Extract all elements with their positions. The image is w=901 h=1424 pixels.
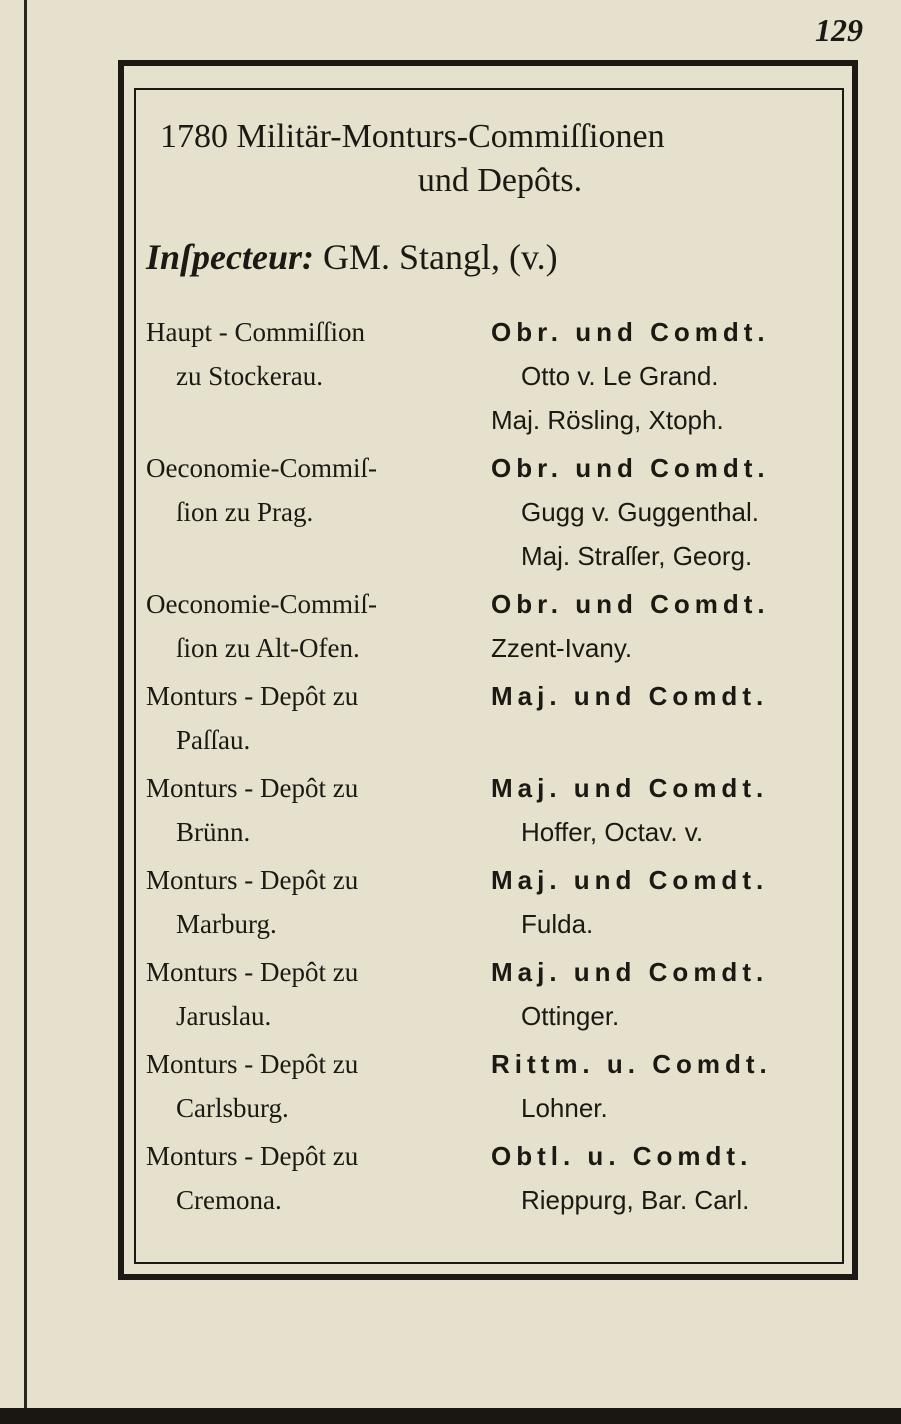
page-title-line-1: 1780 Militär-Monturs-Commiſſionen <box>160 118 665 155</box>
entry-place-line: Jaruslau. <box>176 1001 272 1031</box>
entry-place-line: Monturs - Depôt zu <box>146 681 359 711</box>
entry-place-line: Monturs - Depôt zu <box>146 957 359 987</box>
page-title-line-2: und Depôts. <box>417 162 583 199</box>
entry-place-line: Monturs - Depôt zu <box>146 1049 359 1079</box>
entry-rank: Maj. und Comdt. <box>491 681 769 711</box>
list-item <box>146 674 836 762</box>
entry-rank: Obr. und Comdt. <box>491 589 770 619</box>
entry-officer: Fulda. <box>521 909 594 939</box>
entry-place-line: Haupt - Commiſſion <box>146 317 365 347</box>
entry-officers <box>491 1134 836 1222</box>
entry-place <box>146 858 486 946</box>
entry-officer: Maj. Straſſer, Georg. <box>521 541 753 571</box>
entry-officer: Zzent-Ivany. <box>491 633 633 663</box>
entry-place-line: ſion zu Alt-Ofen. <box>176 633 360 663</box>
entry-place-line: Carlsburg. <box>176 1093 289 1123</box>
entry-place-line: zu Stockerau. <box>176 361 323 391</box>
list-item <box>146 310 836 442</box>
entry-rank: Maj. und Comdt. <box>491 957 769 987</box>
entry-place-line: Marburg. <box>176 909 277 939</box>
entry-officer: Hoffer, Octav. v. <box>521 817 704 847</box>
entry-officers <box>491 674 836 762</box>
entry-officer: Otto v. Le Grand. <box>521 361 719 391</box>
entry-place-line: Paſſau. <box>176 725 251 755</box>
entry-place <box>146 1042 486 1130</box>
entry-officers <box>491 766 836 854</box>
list-item <box>146 766 836 854</box>
entry-officers <box>491 950 836 1038</box>
entry-place-line: Brünn. <box>176 817 251 847</box>
entry-officer: Rieppurg, Bar. Carl. <box>521 1185 750 1215</box>
inspector-line <box>146 236 558 278</box>
list-item <box>146 950 836 1038</box>
entry-officer: Gugg v. Guggenthal. <box>521 497 760 527</box>
entry-officers <box>491 310 836 442</box>
entry-place-line: Cremona. <box>176 1185 282 1215</box>
entry-rank: Obr. und Comdt. <box>491 453 770 483</box>
entry-place-line: Monturs - Depôt zu <box>146 1141 359 1171</box>
list-item <box>146 446 836 578</box>
entry-officers <box>491 858 836 946</box>
list-item <box>146 1042 836 1130</box>
entry-place-line: ſion zu Prag. <box>176 497 314 527</box>
entry-place-line: Oeconomie-Commiſ- <box>146 453 377 483</box>
page-bottom-shadow <box>0 1408 901 1424</box>
entry-place <box>146 446 486 578</box>
inspector-name: GM. Stangl, (v.) <box>322 237 558 277</box>
list-item <box>146 858 836 946</box>
entry-officer: Maj. Rösling, Xtoph. <box>491 405 724 435</box>
entry-officers <box>491 1042 836 1130</box>
entry-place-line: Monturs - Depôt zu <box>146 865 359 895</box>
entry-officer: Lohner. <box>521 1093 608 1123</box>
list-item <box>146 1134 836 1222</box>
entry-rank: Maj. und Comdt. <box>491 865 769 895</box>
page-number: 129 <box>815 12 863 48</box>
entry-officers <box>491 582 836 670</box>
entry-place <box>146 950 486 1038</box>
list-item <box>146 582 836 670</box>
entry-rank: Rittm. u. Comdt. <box>491 1049 772 1079</box>
entry-officers <box>491 446 836 578</box>
commission-list <box>146 310 836 1226</box>
entry-place <box>146 582 486 670</box>
entry-place <box>146 1134 486 1222</box>
entry-place-line: Monturs - Depôt zu <box>146 773 359 803</box>
entry-rank: Obr. und Comdt. <box>491 317 770 347</box>
entry-place <box>146 310 486 442</box>
inspector-label: Inſpecteur: <box>146 237 314 277</box>
entry-place <box>146 766 486 854</box>
entry-rank: Maj. und Comdt. <box>491 773 769 803</box>
entry-place <box>146 674 486 762</box>
page-left-edge <box>24 0 27 1424</box>
entry-place-line: Oeconomie-Commiſ- <box>146 589 377 619</box>
entry-officer: Ottinger. <box>521 1001 620 1031</box>
entry-rank: Obtl. u. Comdt. <box>491 1141 753 1171</box>
